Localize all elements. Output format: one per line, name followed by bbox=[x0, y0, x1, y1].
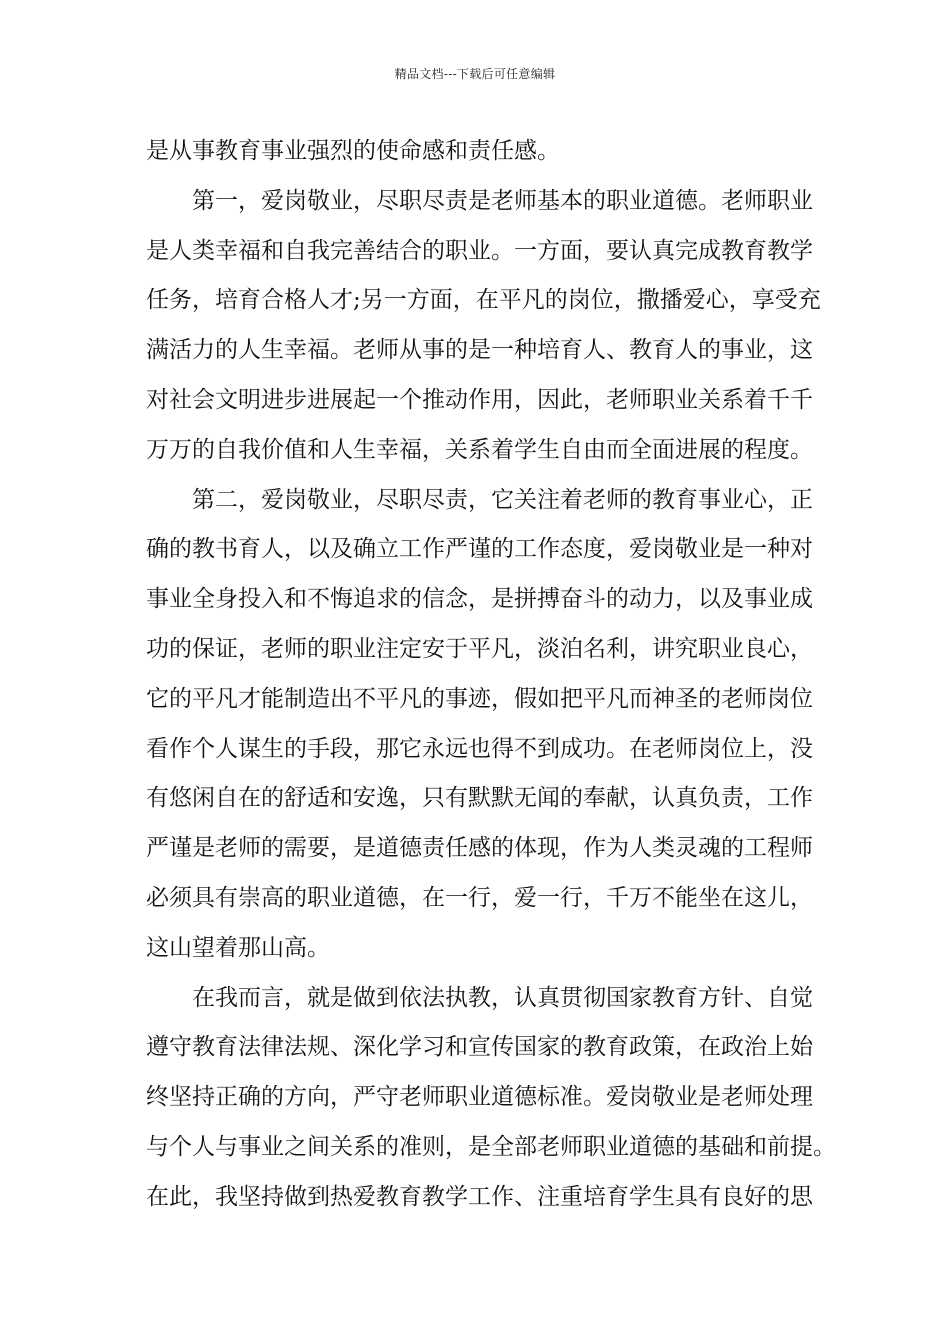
text-line: 满活力的人生幸福。老师从事的是一种培育人、教育人的事业，这 bbox=[146, 337, 813, 364]
text-line: 确的教书育人，以及确立工作严谨的工作态度，爱岗敬业是一种对 bbox=[146, 536, 813, 563]
text-line: 任务，培育合格人才;另一方面，在平凡的岗位，撒播爱心，享受充 bbox=[146, 287, 821, 314]
text-line: 必须具有崇高的职业道德，在一行，爱一行，千万不能坐在这儿， bbox=[146, 884, 813, 911]
text-line: 严谨是老师的需要，是道德责任感的体现，作为人类灵魂的工程师 bbox=[146, 835, 813, 862]
text-line: 在此，我坚持做到热爱教育教学工作、注重培育学生具有良好的思 bbox=[146, 1183, 813, 1210]
paragraph-first-line: 第一，爱岗敬业，尽职尽责是老师基本的职业道德。老师职业 bbox=[192, 187, 813, 214]
paragraph-first-line: 第二，爱岗敬业，尽职尽责，它关注着老师的教育事业心，正 bbox=[192, 486, 813, 513]
text-line: 对社会文明进步进展起一个推动作用，因此，老师职业关系着千千 bbox=[146, 386, 813, 413]
text-line: 与个人与事业之间关系的准则，是全部老师职业道德的基础和前提。 bbox=[146, 1133, 836, 1160]
text-line: 看作个人谋生的手段，那它永远也得不到成功。在老师岗位上，没 bbox=[146, 735, 813, 762]
text-line: 万万的自我价值和人生幸福，关系着学生自由而全面进展的程度。 bbox=[146, 436, 813, 463]
text-line: 终坚持正确的方向，严守老师职业道德标准。爱岗敬业是老师处理 bbox=[146, 1084, 813, 1111]
text-line: 它的平凡才能制造出不平凡的事迹，假如把平凡而神圣的老师岗位 bbox=[146, 685, 813, 712]
text-line: 有悠闲自在的舒适和安逸，只有默默无闻的奉献，认真负责，工作 bbox=[146, 785, 813, 812]
text-line: 事业全身投入和不悔追求的信念，是拼搏奋斗的动力，以及事业成 bbox=[146, 586, 813, 613]
text-line: 功的保证，老师的职业注定安于平凡，淡泊名利，讲究职业良心， bbox=[146, 635, 813, 662]
text-line: 遵守教育法律法规、深化学习和宣传国家的教育政策，在政治上始 bbox=[146, 1034, 813, 1061]
paragraph-first-line: 在我而言，就是做到依法执教，认真贯彻国家教育方针、自觉 bbox=[192, 984, 813, 1011]
document-body bbox=[146, 127, 836, 1223]
text-line: 是人类幸福和自我完善结合的职业。一方面，要认真完成教育教学 bbox=[146, 237, 813, 264]
text-line: 是从事教育事业强烈的使命感和责任感。 bbox=[146, 138, 560, 164]
page-header: 精品文档---下载后可任意编辑 bbox=[394, 67, 556, 81]
text-line: 这山望着那山高。 bbox=[146, 934, 330, 961]
